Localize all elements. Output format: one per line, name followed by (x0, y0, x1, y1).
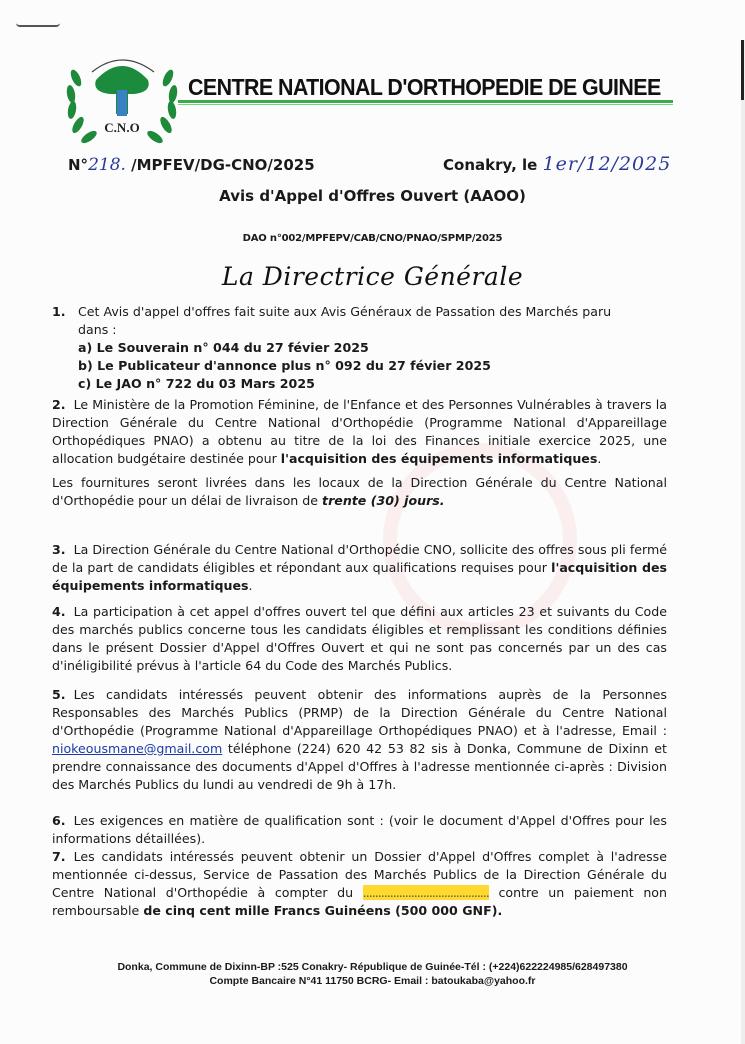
publication-item: a) Le Souverain n° 044 du 27 févier 2025 (78, 340, 369, 355)
section-text: La participation à cet appel d'offres ouvert tel que défini aux articles 23 et suivants du Code des marchés publics concerne tous les candidats éligibles et remplissant les conditions définies dans le présent Dossier d'Appel d'Offres Ouvert et qui ne sont pas concernés par un des cas d'inéligibilité prévus à l'article 64 du Code des Marchés Publics. (52, 604, 667, 673)
email-link[interactable]: niokeousmane@gmail.com (52, 741, 223, 756)
place-date (443, 153, 671, 175)
section-3 (52, 541, 667, 595)
reference-prefix: N° (68, 156, 89, 174)
pen-mark (16, 22, 60, 27)
section-number: 4. (52, 604, 66, 619)
section-text: Le Ministère de la Promotion Féminine, de l'Enfance et des Personnes Vulnérables à travers la Direction Générale du Centre National d'Orthopédie (Programme National d'Appareillage Orthopédiques PNAO) a obtenu au titre de la loi des Finances initiale exercice 2025, une allocation budgétaire destinée pour (52, 397, 667, 466)
section-text: Cet Avis d'appel d'offres fait suite aux Avis Généraux de Passation des Marchés paru (78, 304, 612, 319)
section-6 (52, 812, 667, 848)
section-1 (52, 303, 667, 393)
logo-text: C.N.O (104, 120, 140, 135)
section-number: 2. (52, 397, 66, 412)
delivery-text: Les fournitures seront livrées dans les locaux de la Direction Générale du Centre National d'Orthopédie pour un délai de livraison de (52, 475, 667, 508)
date-label: Conakry, le (443, 156, 543, 174)
handwritten-number: 218. (88, 155, 126, 175)
cno-logo (62, 50, 182, 150)
section-text: Les exigences en matière de qualification sont : (voir le document d'Appel d'Offres pour les informations détaillées). (52, 813, 667, 846)
payment-amount: de cinq cent mille Francs Guinéens (500 000 GNF). (143, 903, 503, 918)
highlighted-blank-date: .......................................... (362, 885, 489, 900)
reference-number (68, 155, 315, 175)
section-text: Les candidats intéressés peuvent obtenir un Dossier d'Appel d'Offres complet à l'adresse mentionnée ci-dessus, Service de Passation des Marchés Publics de la Direction Générale du Centre National d'Orthopédie à compter du (52, 849, 667, 900)
section-number: 6. (52, 813, 66, 828)
section-7 (52, 848, 667, 920)
section-number: 3. (52, 542, 66, 557)
section-text-cont: dans : (78, 322, 117, 337)
dao-reference: DAO n°002/MPFEPV/CAB/CNO/PNAO/SPMP/2025 (242, 233, 503, 244)
publication-item: b) Le Publicateur d'annonce plus n° 092 du 27 févier 2025 (78, 358, 491, 373)
section-text: La Direction Générale du Centre National d'Orthopédie CNO, sollicite des offres sous pli fermé de la part de candidats éligibles et répondant aux qualifications requises pour (52, 542, 667, 575)
section-number: 7. (52, 849, 66, 864)
header-rule-thin (178, 104, 673, 105)
section-end: . (597, 451, 602, 466)
organization-name: CENTRE NATIONAL D'ORTHOPEDIE DE GUINEE (188, 74, 661, 100)
reference-suffix: /MPFEV/DG-CNO/2025 (125, 156, 315, 174)
header-rule (178, 100, 673, 103)
section-number: 5. (52, 687, 66, 702)
laurel-right-icon (145, 68, 178, 145)
section-bold: l'acquisition des équipements informatiques (52, 560, 667, 593)
section-2 (52, 396, 667, 510)
handwritten-date: 1er/12/2025 (542, 153, 672, 175)
document-subtitle: Avis d'Appel d'Offres Ouvert (AAOO) (219, 187, 526, 205)
footer-address: Donka, Commune de Dixinn-BP :525 Conakry- République de Guinée-Tél : (+224)622224985/628497380 (117, 961, 628, 973)
section-4 (52, 603, 667, 675)
section-text-2: contre un paiement non remboursable (52, 885, 667, 918)
footer-bank: Compte Bancaire N°41 11750 BCRG- Email : batoukaba@yahoo.fr (209, 975, 536, 987)
section-text-2: téléphone (224) 620 42 53 82 sis à Donka, Commune de Dixinn et prendre connaissance des documents d'Appel d'Offres à l'adresse mentionnée ci-après : Division des Marchés Publics du lundi au vendredi de 9h à 17h. (52, 741, 667, 792)
publication-item: c) Le JAO n° 722 du 03 Mars 2025 (78, 376, 315, 391)
signatory-heading: La Directrice Générale (221, 262, 524, 291)
section-number: 1. (52, 304, 66, 319)
section-bold: l'acquisition des équipements informatiques (280, 451, 598, 466)
laurel-left-icon (65, 68, 98, 145)
section-end: . (248, 578, 253, 593)
section-text: Les candidats intéressés peuvent obtenir des informations auprès de la Personnes Responsables des Marchés Publics (PRMP) de la Direction Générale du Centre National d'Orthopédie (Programme National d'Appareillage Orthopédiques PNAO) et à l'adresse, Email : (52, 687, 667, 738)
section-5 (52, 686, 667, 794)
delivery-duration: trente (30) jours. (322, 493, 445, 508)
